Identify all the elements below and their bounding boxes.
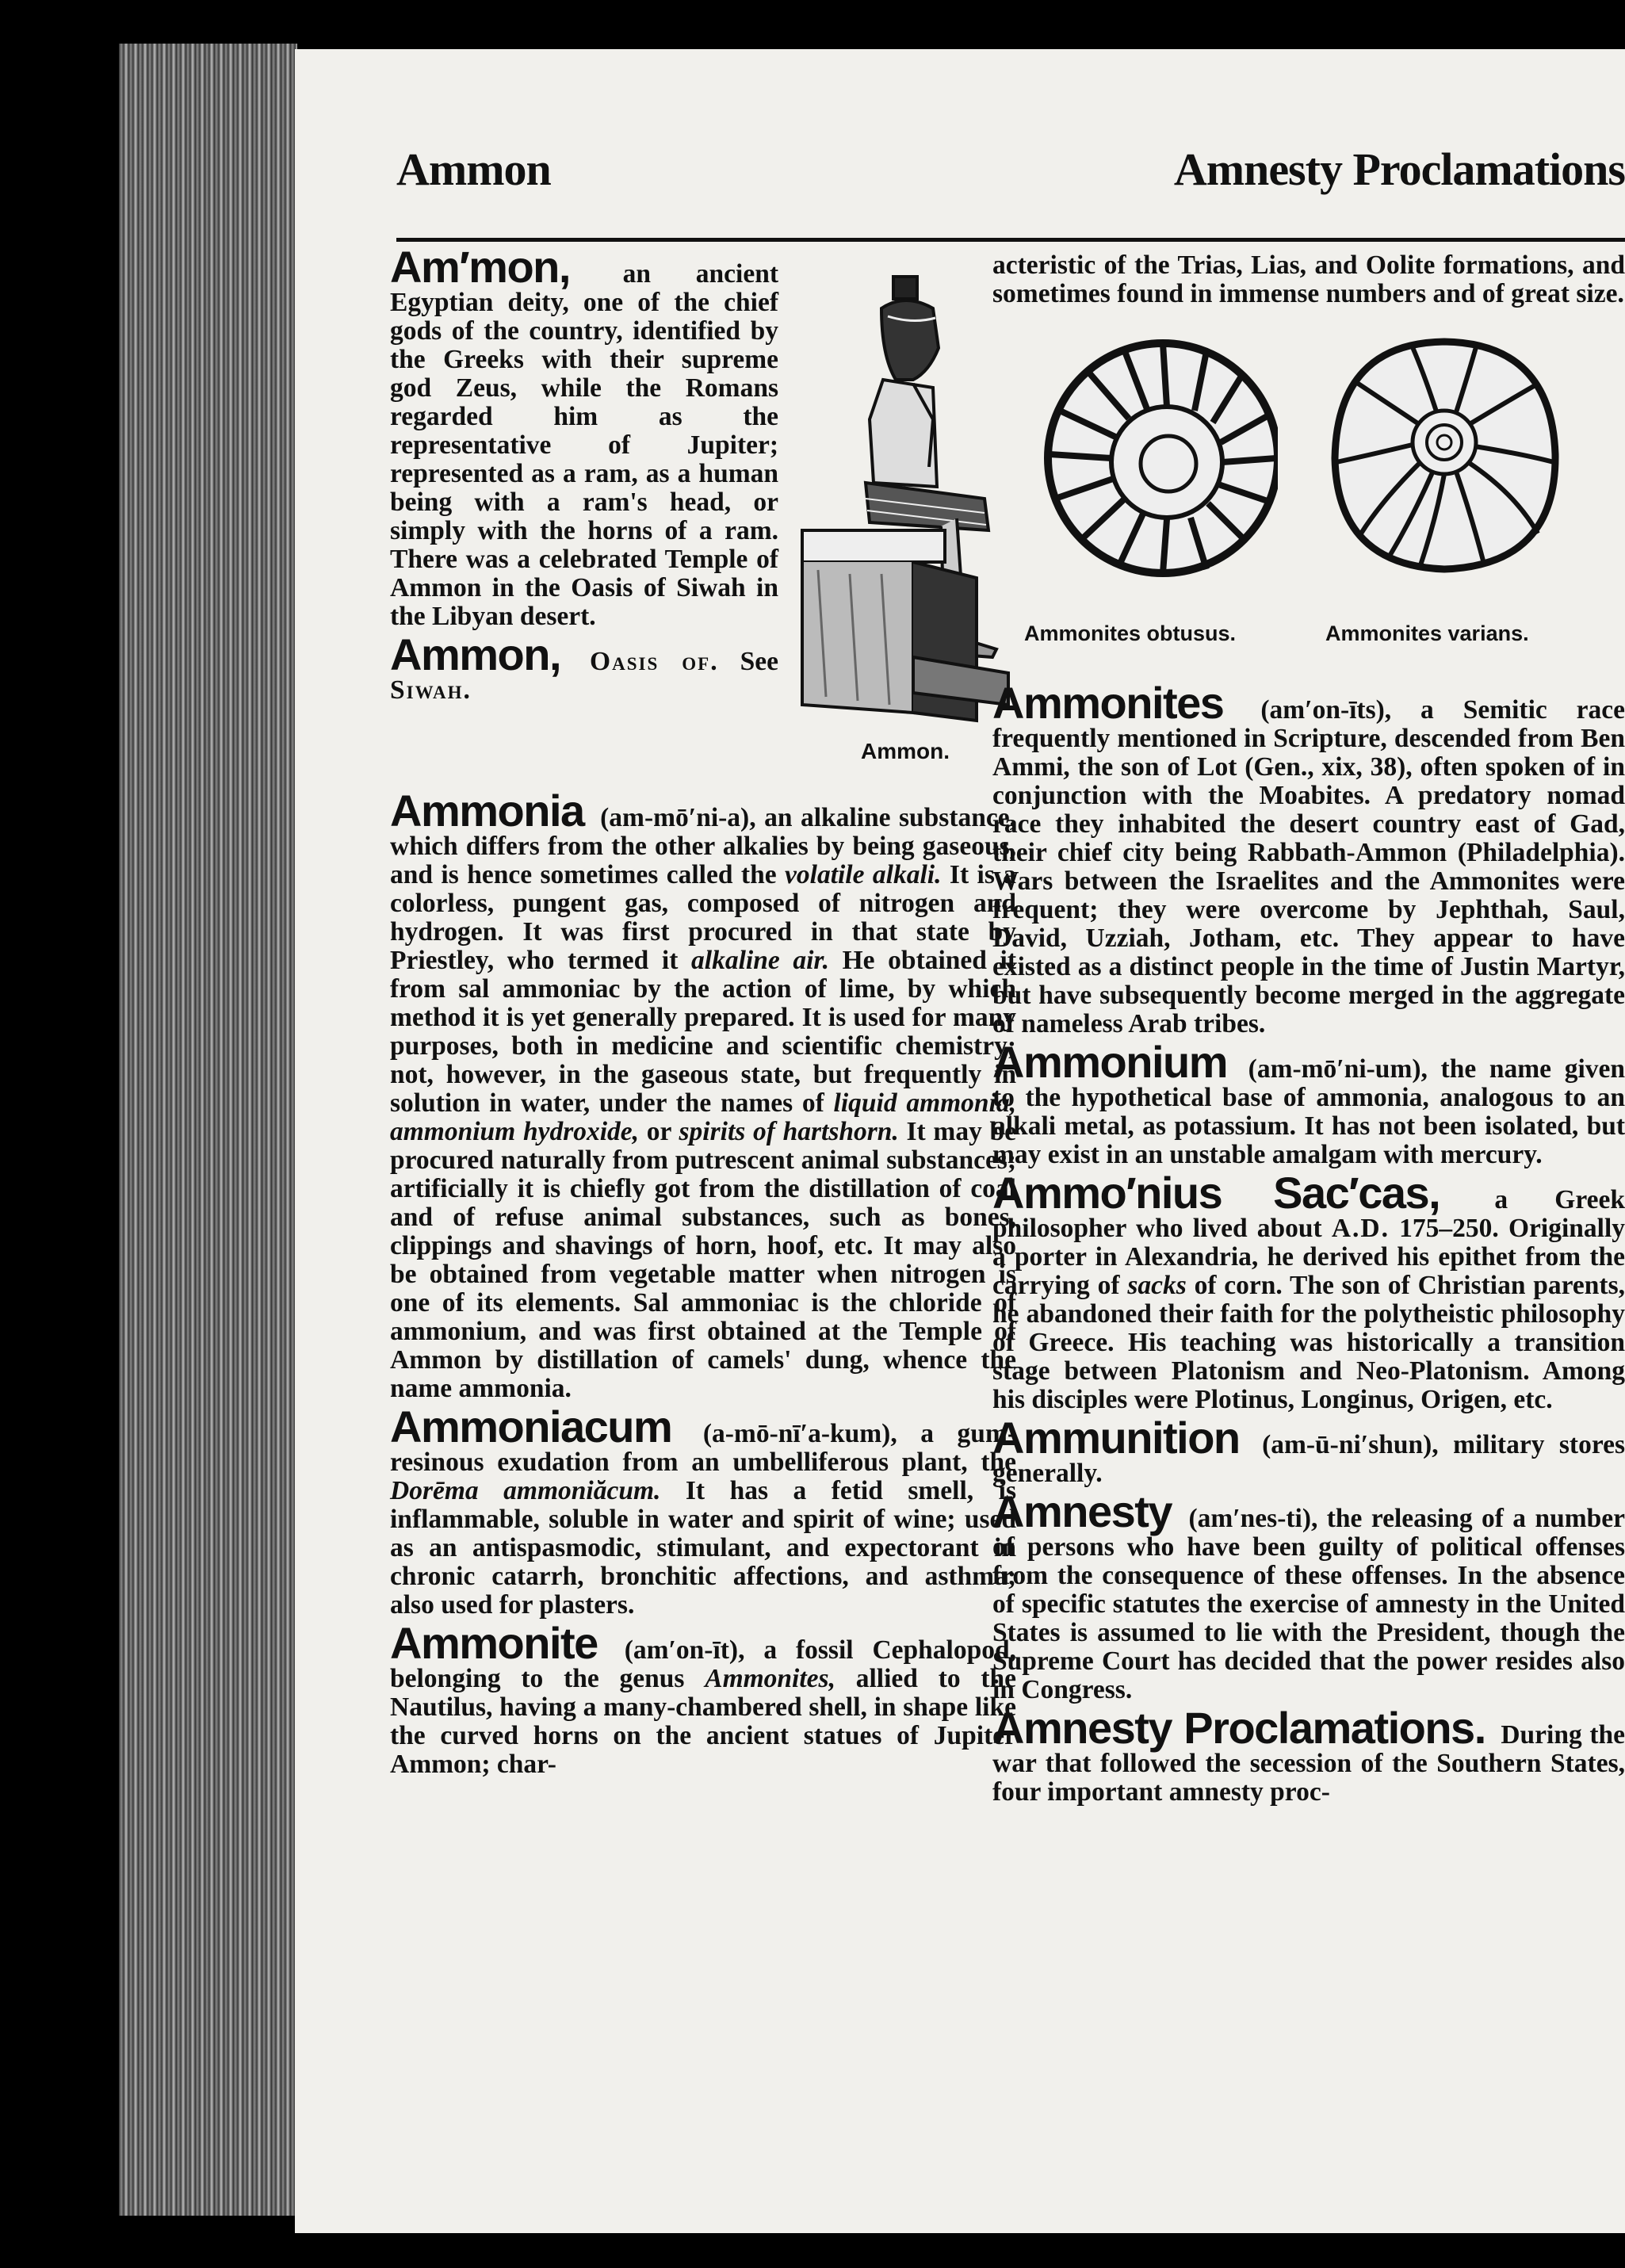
- ammonite-continuation: acteristic of the Trias, Lias, and Oolite formations, and sometimes found in immense numbers and of great size.: [992, 251, 1625, 308]
- ammon-figure: [794, 261, 1016, 792]
- ammon-definition: an ancient Egyptian deity, one of the chief gods of the country, identified by the Greeks with their supreme god Zeus, while the Romans regarded him as the representative of Jupiter; represented as a ram, as a human being with a ram's head, or simply with the horns of a ram. There was a celebrated Temple of Ammon in the Oasis of Siwah in the Libyan desert.: [390, 259, 778, 631]
- entry-ammonite: [390, 1618, 1017, 1779]
- ammoniacum-text-2: It has a fetid smell, is inflammable, soluble in water and spirit of wine; used as an antispasmodic, stimulant, and expectorant in chronic catarrh, bronchitic affections, and asthma; also used for plasters.: [390, 1476, 1016, 1620]
- amnesty-definition: (am′nes-ti), the releasing of a number of persons who have been guilty of political offenses from the consequence of these offenses. In the absence of specific statutes the exercise of amnesty in the United States is assumed to lie with the President, though the Supreme Court has decided that the power resides also in Congress.: [992, 1504, 1625, 1704]
- headword-ammonites: Ammonites: [992, 678, 1224, 728]
- oasis-cross-ref: Siwah.: [390, 675, 472, 705]
- ammonia-text-1: (am-mō′ni-a), an alkaline substance, which differs from the other alkalies by being gaseous, and is hence sometimes called the: [390, 803, 1016, 889]
- saccas-text-2: 175–250. Originally a porter in Alexandria, he derived his epithet from the carrying of: [992, 1214, 1625, 1300]
- entry-ammonia: [390, 786, 1017, 1403]
- ammonites-varians-illustration: [1325, 327, 1563, 581]
- dictionary-page: [295, 49, 1625, 2233]
- left-column: [390, 242, 1017, 1779]
- ammonites-obtusus-caption: Ammonites obtusus.: [1024, 622, 1237, 645]
- amnesty-proclamations-text: During the war that followed the secession of the Southern States, four important amnesty proc-: [992, 1720, 1625, 1807]
- running-head-left: Ammon: [396, 143, 551, 195]
- saccas-era: A.D.: [1331, 1214, 1390, 1243]
- headword-ammon-oasis: Ammon,: [390, 629, 560, 679]
- ammonia-italic-2: alkaline air.: [691, 946, 829, 975]
- ammonia-italic-1: volatile alkali.: [785, 860, 942, 889]
- header-rule: [396, 238, 1625, 242]
- ammonites-varians-caption: Ammonites varians.: [1325, 622, 1529, 645]
- headword-ammonia: Ammonia: [390, 786, 584, 836]
- entry-amnesty-proclamations: [992, 1703, 1625, 1807]
- headword-ammunition: Ammunition: [992, 1413, 1240, 1463]
- running-head-right: Amnesty Proclamations: [1173, 143, 1625, 195]
- entry-ammoniacum: [390, 1402, 1017, 1620]
- headword-ammon: Am′mon,: [390, 242, 570, 292]
- ammonia-text-5: It may be procured naturally from putrescent animal substances; artificially it is chiefly got from the distillation of coal and of refuse animal substances, such as bones, clippings and shavings of horn, hoof, etc. It may also be obtained from vegetable matter when nitrogen is one of its elements. Sal ammoniac is the chloride of ammonium, and was first obtained at the Temple of Ammon by distillation of camels' dung, whence the name ammonia.: [390, 1117, 1017, 1403]
- headword-amnesty-proclamations: Amnesty Proclamations.: [992, 1703, 1485, 1753]
- oasis-see: See: [740, 647, 779, 676]
- headword-amnesty: Amnesty: [992, 1486, 1172, 1536]
- right-column: [992, 251, 1625, 1807]
- entry-ammunition: [992, 1413, 1625, 1488]
- ammon-caption: Ammon.: [861, 739, 950, 763]
- ammon-statue-illustration: [794, 261, 1016, 736]
- book-spine: [119, 44, 297, 2216]
- ammonium-definition: (am-mō′ni-um), the name given to the hypothetical base of ammonia, analogous to an alkali metal, as potassium. It has not been isolated, but may exist in an unstable amalgam with mercury.: [992, 1054, 1625, 1169]
- ammonites-definition: (am′on-īts), a Semitic race frequently mentioned in Scripture, descended from Ben Ammi, the son of Lot (Gen., xix, 38), often spoken of in conjunction with the Moabites. A predatory nomad race they inhabited the desert country east of Gad, their chief city being Rabbath-Ammon (Philadelphia). Wars between the Israelites and the Ammonites were frequent; they were overcome by Jephthah, Saul, David, Uzziah, Jotham, etc. They appear to have existed as a distinct people in the time of Justin Martyr, but have subsequently become merged in the aggregate of nameless Arab tribes.: [992, 695, 1625, 1038]
- ammoniacum-text-1: (a-mō-nī′a-kum), a gum-resinous exudation from an umbelliferous plant, the: [390, 1419, 1017, 1477]
- ammonia-italic-3: liquid ammonia, ammonium hydroxide,: [390, 1088, 1016, 1146]
- ammonia-text-4: or: [646, 1117, 671, 1146]
- ammonite-text-1: (am′on-īt), a fossil Cephalopod, belonging to the genus: [390, 1635, 1016, 1693]
- saccas-text-1: a Greek philosopher who lived about: [992, 1185, 1625, 1243]
- saccas-text-3: of corn. The son of Christian parents, he abandoned their faith for the polytheistic philosophy of Greece. His teaching was historically a transition stage between Platonism and Neo-Platonism. Among his disciples were Plotinus, Longinus, Origen, etc.: [992, 1271, 1625, 1414]
- headword-ammoniacum: Ammoniacum: [390, 1402, 672, 1451]
- entry-ammonites: [992, 678, 1625, 1038]
- headword-ammonius-saccas: Ammo′nius Sac′cas,: [992, 1168, 1440, 1218]
- saccas-italic: sacks: [1127, 1271, 1187, 1300]
- ammonia-italic-4: spirits of hartshorn.: [679, 1117, 899, 1146]
- ammonites-figure: [992, 327, 1625, 668]
- ammonite-italic: Ammonites,: [705, 1664, 835, 1693]
- headword-ammonium: Ammonium: [992, 1037, 1227, 1087]
- ammonites-obtusus-illustration: [1040, 327, 1278, 581]
- ammonia-text-3: He obtained it from sal ammoniac by the action of lime, by which method it is yet generally prepared. It is used for many purposes, both in medicine and scientific chemistry; not, however, in the gaseous state, but frequently in solution in water, under the names of: [390, 946, 1017, 1118]
- entry-amnesty: [992, 1486, 1625, 1704]
- headword-ammonite: Ammonite: [390, 1618, 598, 1668]
- ammunition-definition: (am-ū-ni′shun), military stores generally.: [992, 1430, 1625, 1488]
- ammoniacum-italic: Dorēma ammoniăcum.: [390, 1476, 661, 1505]
- ammonite-text-2: allied to the Nautilus, having a many-chambered shell, in shape like the curved horns on the ancient statues of Jupiter Ammon; char-: [390, 1664, 1017, 1779]
- ammonia-text-2: It is a colorless, pungent gas, composed of nitrogen and hydrogen. It was first procured in that state by Priestley, who termed it: [390, 860, 1017, 975]
- entry-ammonium: [992, 1037, 1625, 1169]
- oasis-of-label: Oasis of.: [590, 647, 719, 676]
- entry-ammonius-saccas: [992, 1168, 1625, 1414]
